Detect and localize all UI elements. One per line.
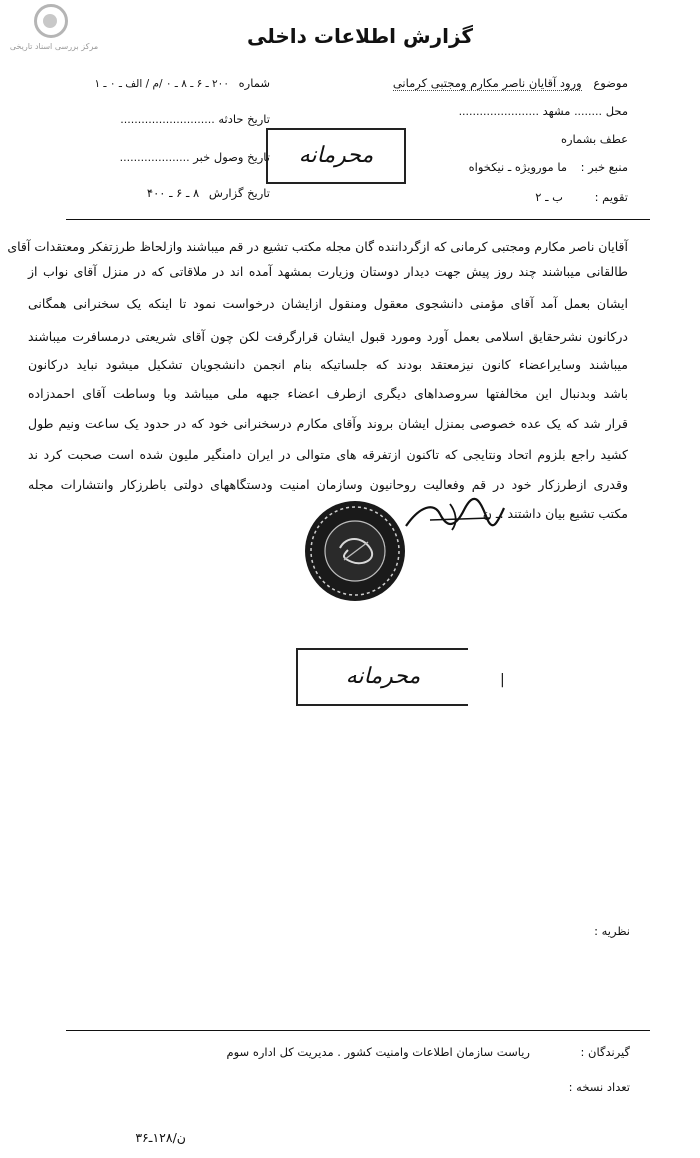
body-line: کشید راجع بلزوم اتحاد ونتایجی که تاکنون ازتفرقه های متوالی در ایران دامنگیر ملیون شده است صحبت کرد ند (28, 447, 628, 462)
subject-value: ورود آقایان ناصر مکارم ومجتبی کرمانی (392, 76, 582, 90)
copies-label: تعداد نسخه : (568, 1080, 630, 1094)
archive-logo-icon (34, 4, 68, 38)
header-divider (66, 219, 650, 220)
incident-date-label: تاریخ حادثه (218, 112, 270, 126)
calendar-value: ب ـ ۲ (535, 190, 563, 204)
classified-stamp-bottom-text: محرمانه (345, 664, 421, 689)
opinion-label: نظریه : (594, 924, 630, 938)
calendar-row (288, 190, 628, 204)
body-line: قرار شد که یک عده خصوصی بمنزل ایشان بروند وآقای مکارم درسخنرانی خود که در حدود یک ساعت ونیم طول (28, 416, 628, 431)
body-line: درکانون نشرحقایق اسلامی بعمل آورد ومورد قبول ایشان قرارگرفت لکن چون آقای شریعتی درمسافرت میباشند (28, 329, 628, 344)
signature (400, 496, 510, 536)
body-line: طالقانی میباشند چند روز پیش جهت دیدار دوستان وزیارت بمشهد آمده اند در ملاقاتی که در منزل آقای نواب از (28, 264, 628, 279)
footer-divider (66, 1030, 650, 1031)
subject-label: موضوع (593, 76, 628, 90)
subject-row (288, 76, 628, 90)
body-line: مکتب تشیع بیان داشتند .ـ ن (482, 506, 628, 521)
source-label: منبع خبر : (580, 160, 628, 174)
source-value: ما مورویژه ـ نیکخواه (468, 160, 567, 174)
received-date-label: تاریخ وصول خبر (193, 150, 270, 164)
recipients-label: گیرندگان : (580, 1045, 630, 1059)
classified-stamp-top-text: محرمانه (298, 143, 374, 168)
body-line: ایشان بعمل آمد آقای مؤمنی دانشجوی معقول ومنقول ازایشان درخواست نمود تا اینکه یک سخنرانی همگانی (28, 296, 628, 311)
logo-caption: مرکز بررسی اسناد تاریخی (9, 42, 99, 51)
calendar-label: تقویم : (594, 190, 628, 204)
classified-stamp-bottom (296, 648, 468, 706)
body-line: میباشند وسایراعضاء کانون نیزمعتقد بودند که جلساتیکه بنام انجمن دانشجویان تشکیل میشود نباید درکانون (28, 357, 628, 372)
place-row: محل ........ مشهد ....................... (458, 104, 628, 118)
place-value: مشهد (542, 104, 571, 118)
body-line: آقایان ناصر مکارم ومجتبی کرمانی که ازگرداننده گان مجله مکتب تشیع در قم میباشند وازلحاظ طرزتفکر ومعتقدات آقای (7, 239, 628, 254)
number-label: شماره (238, 76, 270, 90)
official-seal (302, 498, 408, 604)
body-line: باشد وبدنبال این مخالفتها سروصداهای دیگری ازطرف اعضاء جبهه ملی میباشد وبا وساطت آقای احمدزاده (28, 386, 628, 401)
reference-label: عطف بشماره (560, 132, 628, 146)
number-row (70, 76, 270, 90)
recipients-value: ریاست سازمان اطلاعات وامنیت کشور . مدیریت کل اداره سوم (226, 1045, 530, 1059)
report-date-label: تاریخ گزارش (208, 186, 270, 200)
report-title: گزارش اطلاعات داخلی (246, 24, 474, 48)
classified-stamp-top (266, 128, 406, 184)
document-code: ن/۱۲۸ـ۳۶ (135, 1130, 186, 1145)
report-date-value: ۸ ـ ۶ ـ ۴۰۰ (146, 186, 200, 200)
number-value: ۲۰۰ ـ ۶ ـ ۸ ـ ۰ /م / الف ـ ۰ ـ ۱ (94, 78, 229, 90)
incident-date-row: تاریخ حادثه ........................... (120, 112, 270, 126)
archive-logo (6, 4, 102, 60)
report-date-row (70, 186, 270, 200)
received-date-row: تاریخ وصول خبر .................... (119, 150, 270, 164)
place-label: محل (605, 104, 628, 118)
body-line: وقدری ازطرزکار خود در قم وفعالیت روحانیون وسازمان امنیت ودستگاههای دولتی باطرزکار وانتشارات مجله (28, 477, 628, 492)
